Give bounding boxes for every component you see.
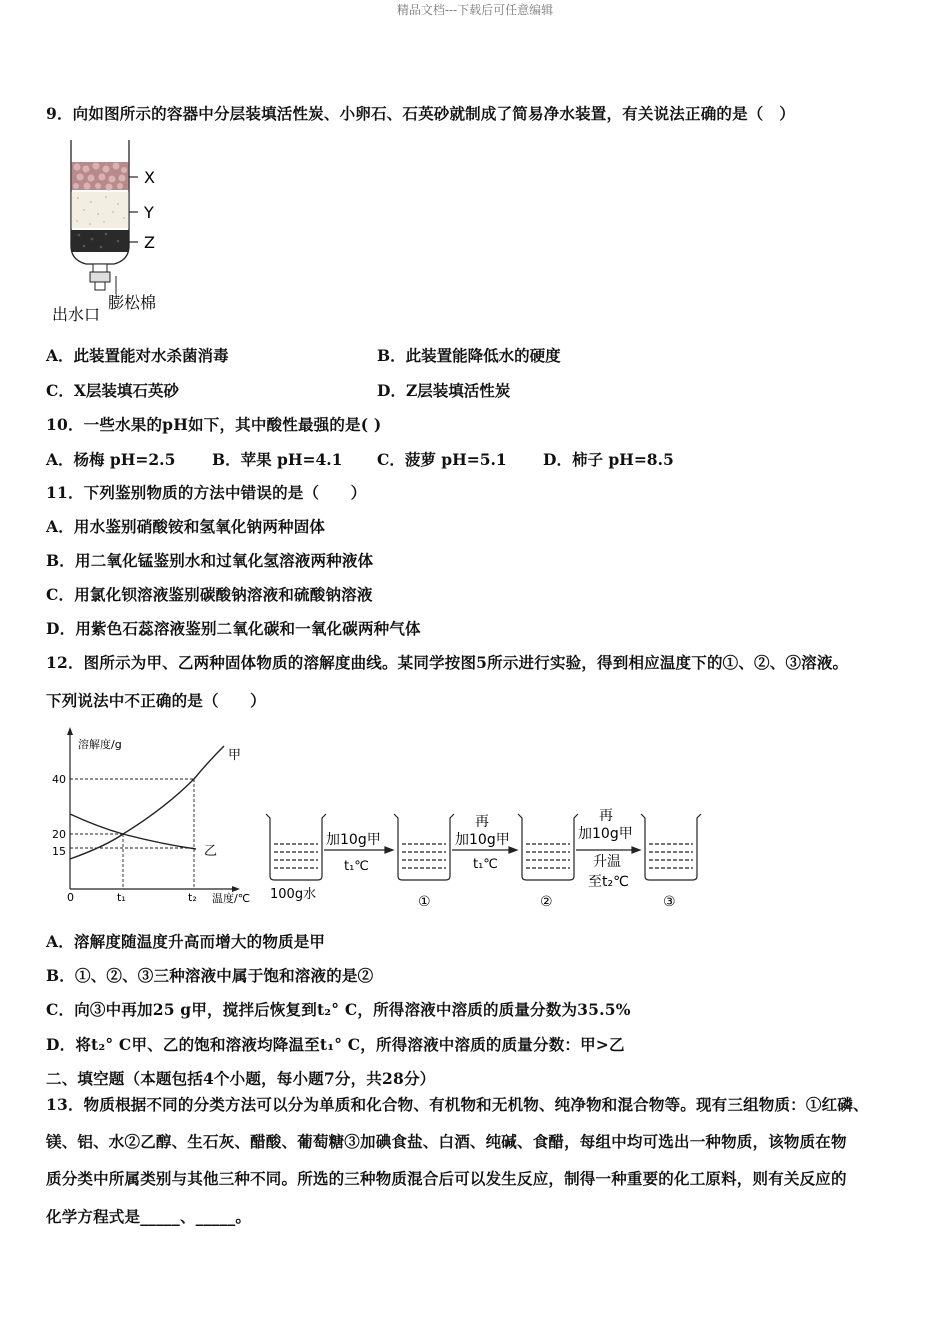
q10-option-c: C．菠萝 pH=5.1 [377,450,507,469]
q11-option-b: B．用二氧化锰鉴别水和过氧化氢溶液两种液体 [46,551,374,570]
y-axis-label: 溶解度/g [78,738,122,751]
x-tick-0: 0 [67,891,74,904]
q10-option-b: B．苹果 pH=4.1 [212,450,343,469]
section-2-heading: 二、填空题（本题包括4个小题，每小题7分，共28分） [46,1069,436,1088]
q9-option-a: A．此装置能对水杀菌消毒 [46,346,229,365]
q13-line2: 镁、铝、水②乙醇、生石灰、醋酸、葡萄糖③加碘食盐、白酒、纯碱、食醋，每组中均可选出一种物质，该物质在物 [46,1132,847,1151]
q9-option-b: B．此装置能降低水的硬度 [377,346,561,365]
page-header: 精品文档---下载后可任意编辑 [396,3,554,17]
q12-stem-line1: 12．图所示为甲、乙两种固体物质的溶解度曲线。某同学按图5所示进行实验，得到相应温度下的①、②、③溶液。 [46,653,849,672]
step2-top1: 再 [475,814,489,830]
q9-option-c: C．X层装填石英砂 [46,381,179,400]
label-x: X [144,168,155,187]
layer-z [72,230,129,252]
q12-option-a: A．溶解度随温度升高而增大的物质是甲 [46,932,326,951]
q9-stem: 9．向如图所示的容器中分层装填活性炭、小卵石、石英砂就制成了简易净水装置，有关说法正确的是（ ） [46,104,795,123]
q12-option-b: B．①、②、③三种溶液中属于饱和溶液的是② [46,966,374,985]
q12-option-c: C．向③中再加25 g甲，搅拌后恢复到t₂° C，所得溶液中溶质的质量分数为35.5% [46,1000,631,1019]
q13-line4: 化学方程式是_____、_____。 [46,1207,252,1226]
step3-top1: 再 [599,808,613,824]
curve-yi [70,814,196,849]
q12-stem-line2: 下列说法中不正确的是（ ） [46,691,266,710]
y-tick-15: 15 [52,845,66,858]
q12-option-d: D．将t₂° C甲、乙的饱和溶液均降温至t₁° C，所得溶液中溶质的质量分数：甲>乙 [46,1035,625,1054]
label-z: Z [144,233,155,252]
beaker2-label: ② [540,894,553,910]
q11-option-c: C．用氯化钡溶液鉴别碳酸钠溶液和硫酸钠溶液 [46,585,373,604]
q10-stem: 10．一些水果的pH如下，其中酸性最强的是( ) [46,415,382,434]
q13-line1: 13．物质根据不同的分类方法可以分为单质和化合物、有机物和无机物、纯净物和混合物等。现有三组物质：①红磷、 [46,1095,869,1114]
q13-line3: 质分类中所属类别与其他三种不同。所选的三种物质混合后可以发生反应，制得一种重要的化工原料，则有关反应的 [46,1169,847,1188]
step3-bottom1: 升温 [593,854,621,870]
label-y: Y [144,203,154,222]
q11-option-d: D．用紫色石蕊溶液鉴别二氧化碳和一氧化碳两种气体 [46,619,421,638]
beaker1-label: ① [418,894,431,910]
step1-top: 加10g甲 [326,832,381,848]
beaker3-label: ③ [663,894,676,910]
series-label-jia: 甲 [228,748,242,763]
step3-bottom2: 至t₂℃ [588,874,629,890]
water-filter-figure [46,136,186,326]
y-tick-20: 20 [52,828,66,841]
series-label-yi: 乙 [204,844,218,859]
label-cotton: 膨松棉 [108,293,157,312]
solubility-chart [46,724,266,910]
q11-option-a: A．用水鉴别硝酸铵和氢氧化钠两种固体 [46,517,326,536]
beaker-0 [266,814,326,880]
y-tick-40: 40 [52,773,66,786]
beaker0-label: 100g水 [270,887,317,902]
step2-top2: 加10g甲 [455,832,510,848]
beaker-2 [518,814,578,880]
x-axis-label: 温度/℃ [212,892,251,905]
experiment-figure [262,800,707,912]
x-tick-t1: t₁ [117,891,126,904]
q10-option-d: D．柿子 pH=8.5 [543,450,674,469]
step2-bottom: t₁℃ [473,857,498,872]
curve-jia [70,746,224,859]
beaker-3 [641,814,701,880]
beaker-1 [394,814,454,880]
step1-bottom: t₁℃ [344,859,369,874]
q9-option-d: D．Z层装填活性炭 [377,381,511,400]
label-outlet: 出水口 [52,305,101,324]
x-tick-t2: t₂ [188,891,197,904]
q11-stem: 11．下列鉴别物质的方法中错误的是（ ） [46,483,367,502]
step3-top2: 加10g甲 [578,826,633,842]
layer-y [72,192,129,228]
q10-option-a: A．杨梅 pH=2.5 [46,450,176,469]
